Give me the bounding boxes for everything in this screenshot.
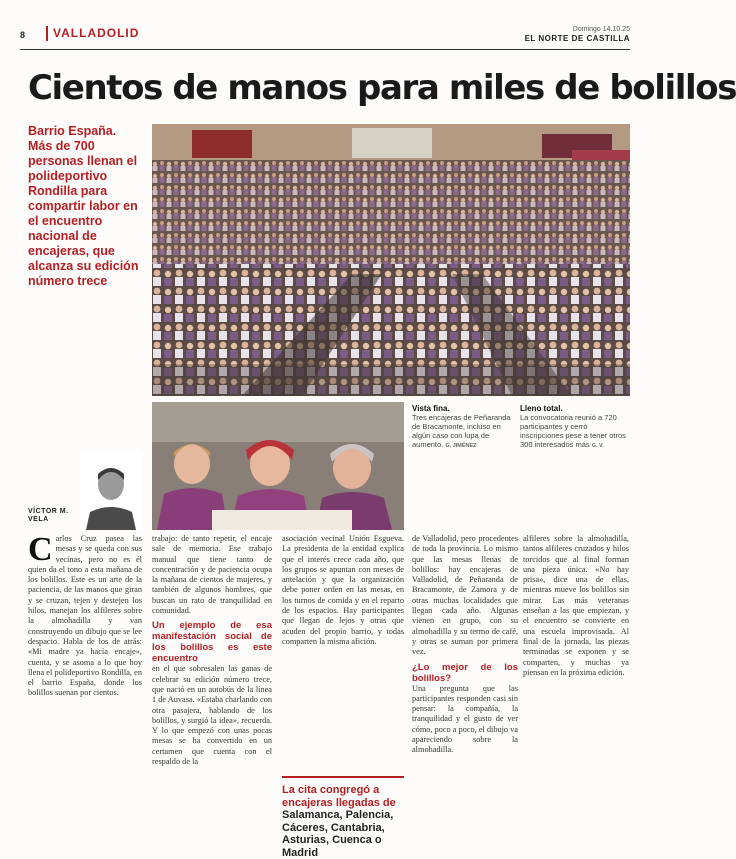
body-column-4-text: de Valladolid, pero procedentes de toda la provincia. Lo mismo que las mesas llenas de bolillos: hay encajeras de Valladolid, de Peñaranda de Bracamonte, de Zamora y de otras muchas localidades que llegan cada año. Algunas vienen en grupo, con su almohadilla y su termo de café, y otras se suman por primera vez. [412, 534, 518, 657]
caption-second-text: La convocatoria reunió a 720 participantes y cerró inscripciones pese a tener otros 300 interesados más [520, 413, 626, 449]
issue-date: Domingo 14.10.25 [572, 26, 630, 33]
second-photo [152, 402, 404, 530]
lacemakers-photo-illustration [152, 402, 404, 530]
kicker [28, 124, 146, 289]
page-number: 8 [20, 30, 26, 40]
body-column-1-text: arlos Cruz pasea las mesas y se queda con sus vecinas, pero no es él quien da el tono a esta mañana de los bolillos. Este es un arte de la paciencia, de las manos que giran y se cruzan, tejen y destejen los hilos, manejan los alfileres sobre la almohadilla y van construyendo un dibujo que se lee despacio. Habla de los de atrás: «Mi madre ya hacía encaje», cuenta, y se asoma a lo que hoy llena el polideportivo Rondilla, en el barrio España, donde los bolillos suenan por cientos. [28, 534, 142, 698]
caption-first-credit: G. JIMÉNEZ [445, 443, 477, 449]
author-portrait [80, 450, 142, 530]
body-column-1 [28, 531, 142, 842]
author-byline [28, 508, 80, 524]
body-column-2-continuation: en el que sobresalen las ganas de celebrar su edición número trece, que nació en un autobús de la línea 1 de Auvasa. «Estaba charlando con otra pasajera, hablando de los bolillos, y surgió la idea», recuerda. Y lo que empezó con unas pocas mesas se ha convertido en un certamen que cuenta con el respaldo de la [152, 664, 272, 767]
page-header [20, 26, 630, 48]
author-first-name: VÍCTOR M. [28, 508, 69, 515]
body-column-3-text: asociación vecinal Unión Esgueva. La presidenta de la entidad explica que el interés crece cada año, que los grupos se apuntan con meses de antelación y que la organización debe poner orden en las mesas, en los turnos de comida y en el reparto de los espacios. Hay participantes que llegan de lejos y otras que acuden del propio barrio, y todas comparten la misma afición. [282, 534, 404, 646]
caption-first-text: Tres encajeras de Peñaranda de Bracamonte, incluso en algún caso con lupa de aumento. [412, 413, 511, 449]
body-column-5 [523, 534, 629, 842]
pull-quote [282, 776, 404, 859]
body-column-3 [282, 534, 404, 774]
caption-second [520, 404, 628, 451]
kicker-title: Barrio España. [28, 124, 117, 138]
body-column-2-text: trabajo: de tanto repetir, el encaje sale de memoria. Ese trabajo manual que tiene tanto de concentración y de paciencia ocupa la mañana de cientos de mujeres, y también de algunos hombres, que buscan un rato de tranquilidad en comunidad. [152, 534, 272, 616]
author-photo [80, 450, 142, 530]
pull-quote-places: Salamanca, Palencia, Cáceres, Cantabria, Asturias, Cuenca o Madrid [282, 809, 394, 859]
pull-quote-lead: La cita congregó a encajeras llegadas de [282, 784, 396, 809]
publication-name: EL NORTE DE CASTILLA [524, 34, 630, 43]
body-column-4-subhead: ¿Lo mejor de los bolillos? [412, 661, 518, 684]
body-column-4 [412, 534, 518, 842]
body-subhead: Un ejemplo de esa manifestación social de los bolillos es este encuentro [152, 620, 272, 665]
drop-cap: C [28, 531, 53, 568]
section-label[interactable]: VALLADOLID [46, 26, 139, 41]
caption-first [412, 404, 516, 451]
body-column-2 [152, 534, 272, 842]
caption-second-title: Lleno total. [520, 404, 563, 413]
kicker-body: Más de 700 personas llenan el polideportivo Rondilla para compartir labor en el encuentro nacional de encajeras, que alcanza su edición número trece [28, 139, 139, 288]
crowd-photo-illustration [152, 124, 630, 396]
body-column-5-text: alfileres sobre la almohadilla, tantos alfileres cruzados y hilos torcidos que al final forman una pieza única. «No hay prisa», dice una de ellas, mientras mueve los bolillos sin mirar. Las más veteranas enseñan a las que empiezan, y el encuentro se convierte en una escuela improvisada. Al final de la jornada, las piezas terminadas se exponen y se comparten, y muchas ya piensan en la próxima edición. [523, 534, 629, 677]
article-headline: Cientos de manos para miles de bolillos [28, 68, 736, 108]
header-divider [20, 49, 630, 50]
main-photo [152, 124, 630, 396]
caption-second-credit: G. V. [591, 443, 604, 449]
author-last-name: VELA [28, 516, 49, 523]
caption-first-title: Vista fina. [412, 404, 450, 413]
body-column-4-continuation: Una pregunta que las participantes responden casi sin pensar: la compañía, la tranquilidad y el gusto de ver cómo, poco a poco, el dibujo va apareciendo sobre la almohadilla. [412, 683, 518, 755]
